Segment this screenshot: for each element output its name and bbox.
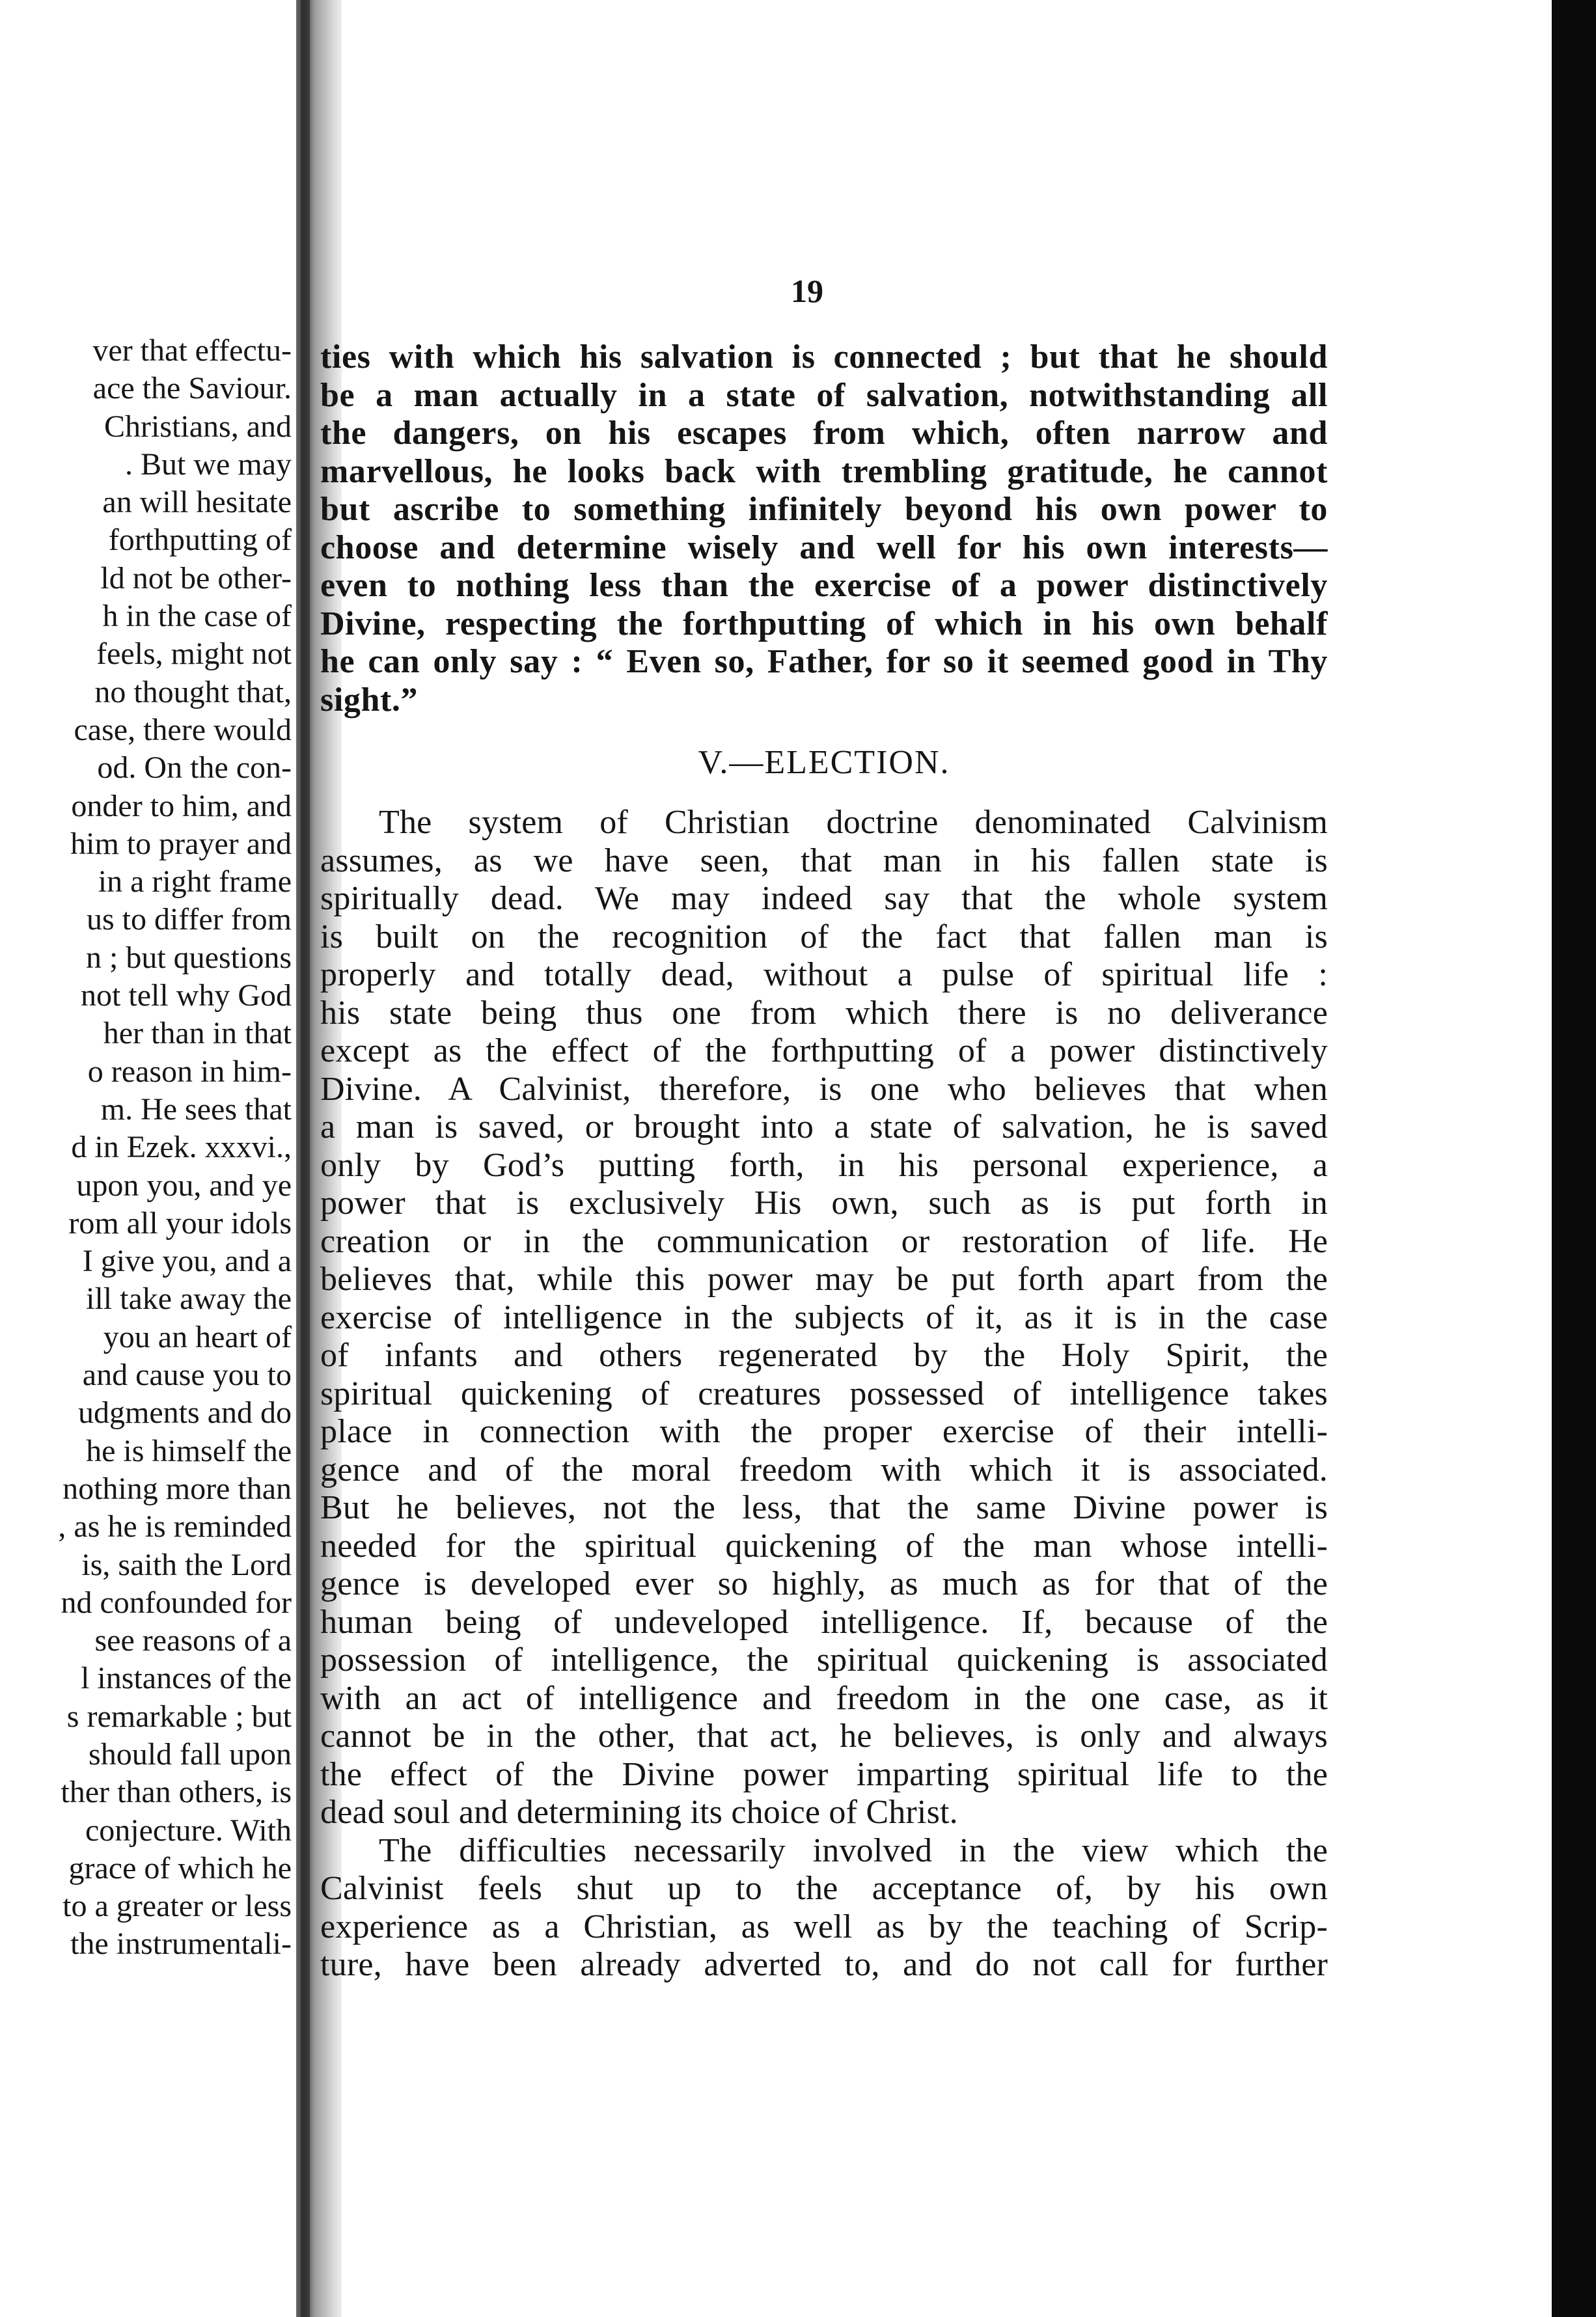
text-line: gence and of the moral freedom with which it is associated. bbox=[320, 1451, 1328, 1488]
text-line: assumes, as we have seen, that man in his fallen state is bbox=[320, 842, 1328, 879]
page-number: 19 bbox=[791, 273, 823, 309]
previous-page-line: upon you, and ye bbox=[76, 1168, 292, 1203]
previous-page-line: conjecture. With bbox=[85, 1813, 292, 1848]
section-heading: V.—ELECTION. bbox=[698, 744, 950, 781]
text-line: the effect of the Divine power imparting spiritual life to the bbox=[320, 1755, 1328, 1793]
text-line: cannot be in the other, that act, he believes, is only and always bbox=[320, 1718, 1328, 1755]
text-line: be a man actually in a state of salvation, notwithstanding all bbox=[320, 376, 1328, 414]
previous-page-line: and cause you to bbox=[82, 1358, 292, 1393]
text-line: the dangers, on his escapes from which, often narrow and bbox=[320, 415, 1328, 452]
previous-page-line: . But we may bbox=[125, 446, 292, 482]
text-line: place in connection with the proper exercise of their intelli- bbox=[320, 1413, 1328, 1450]
page-body bbox=[320, 338, 1328, 1984]
text-line: experience as a Christian, as well as by the teaching of Scrip- bbox=[320, 1908, 1328, 1945]
text-line: spiritual quickening of creatures possessed of intelligence takes bbox=[320, 1375, 1328, 1412]
text-line: ties with which his salvation is connected ; but that he should bbox=[320, 338, 1328, 376]
previous-page-line: not tell why God bbox=[81, 978, 292, 1013]
text-line: Divine. A Calvinist, therefore, is one who believes that when bbox=[320, 1070, 1328, 1108]
text-line: creation or in the communication or restoration of life. He bbox=[320, 1222, 1328, 1260]
text-line: sight.” bbox=[320, 681, 419, 719]
previous-page-line: rom all your idols bbox=[68, 1205, 292, 1241]
previous-page-line: him to prayer and bbox=[70, 826, 292, 861]
text-line: spiritually dead. We may indeed say that the whole system bbox=[320, 880, 1328, 917]
previous-page-line: forthputting of bbox=[108, 523, 292, 558]
text-line: choose and determine wisely and well for his own interests— bbox=[320, 528, 1328, 566]
election-paragraph bbox=[320, 804, 1328, 1832]
previous-page-line: ther than others, is bbox=[61, 1775, 292, 1810]
previous-page-line: us to differ from bbox=[86, 902, 292, 937]
text-line: dead soul and determining its choice of Christ. bbox=[320, 1794, 958, 1831]
text-line: properly and totally dead, without a pulse of spiritual life : bbox=[320, 956, 1328, 993]
text-line: exercise of intelligence in the subjects of it, as it is in the case bbox=[320, 1298, 1328, 1336]
previous-page-line: o reason in him- bbox=[87, 1054, 292, 1089]
text-line: possession of intelligence, the spiritual quickening is associated bbox=[320, 1641, 1328, 1679]
previous-page-line: od. On the con- bbox=[97, 750, 292, 786]
opening-paragraph bbox=[320, 338, 1328, 719]
previous-page-line: feels, might not bbox=[96, 637, 292, 672]
previous-page-line: d in Ezek. xxxvi., bbox=[71, 1130, 292, 1165]
text-line: but ascribe to something infinitely beyond his own power to bbox=[320, 491, 1328, 528]
text-line: is built on the recognition of the fact that fallen man is bbox=[320, 918, 1328, 955]
previous-page-line: to a greater or less bbox=[62, 1889, 292, 1924]
text-line: But he believes, not the less, that the same Divine power is bbox=[320, 1489, 1328, 1526]
previous-page-line: her than in that bbox=[103, 1016, 292, 1051]
previous-page-line: he is himself the bbox=[86, 1433, 292, 1468]
previous-page-fragment bbox=[0, 332, 292, 1972]
previous-page-line: h in the case of bbox=[102, 599, 292, 634]
previous-page-line: you an heart of bbox=[103, 1319, 292, 1354]
previous-page-line: ver that effectu- bbox=[92, 333, 292, 368]
previous-page-line: should fall upon bbox=[89, 1736, 292, 1772]
previous-page-line: m. He sees that bbox=[100, 1091, 292, 1127]
text-line: believes that, while this power may be put forth apart from the bbox=[320, 1261, 1328, 1298]
previous-page-line: Christians, and bbox=[104, 409, 292, 444]
text-line: his state being thus one from which there is no deliverance bbox=[320, 994, 1328, 1032]
text-line: Calvinist feels shut up to the acceptance of, by his own bbox=[320, 1870, 1328, 1907]
text-line: a man is saved, or brought into a state of salvation, he is saved bbox=[320, 1108, 1328, 1145]
text-line: Divine, respecting the forthputting of which in his own behalf bbox=[320, 605, 1328, 642]
previous-page-line: no thought that, bbox=[94, 674, 292, 709]
text-line: power that is exclusively His own, such as is put forth in bbox=[320, 1185, 1328, 1222]
text-line: only by God’s putting forth, in his personal experience, a bbox=[320, 1146, 1328, 1184]
text-line: ture, have been already adverted to, and do not call for further bbox=[320, 1946, 1328, 1983]
previous-page-line: case, there would bbox=[74, 712, 292, 747]
previous-page-line: , as he is reminded bbox=[58, 1509, 292, 1544]
previous-page-line: is, saith the Lord bbox=[81, 1547, 292, 1582]
binding-shadow bbox=[301, 0, 310, 2317]
previous-page-line: the instrumentali- bbox=[70, 1926, 292, 1962]
scan-border bbox=[1552, 0, 1596, 2317]
text-line: he can only say : “ Even so, Father, for so it seemed good in Thy bbox=[320, 643, 1328, 680]
text-line: needed for the spiritual quickening of the man whose intelli- bbox=[320, 1527, 1328, 1565]
previous-page-line: n ; but questions bbox=[85, 940, 292, 975]
previous-page-line: an will hesitate bbox=[102, 485, 292, 520]
previous-page-line: udgments and do bbox=[78, 1395, 292, 1431]
text-line: human being of undeveloped intelligence. If, because of the bbox=[320, 1603, 1328, 1641]
difficulties-paragraph bbox=[320, 1832, 1328, 1984]
previous-page-line: see reasons of a bbox=[94, 1623, 292, 1658]
previous-page-line: s remarkable ; but bbox=[66, 1699, 292, 1734]
text-line: The system of Christian doctrine denominated Calvinism bbox=[379, 804, 1328, 841]
previous-page-line: ace the Saviour. bbox=[92, 371, 292, 406]
previous-page-line: ld not be other- bbox=[100, 560, 292, 596]
previous-page-line: nothing more than bbox=[62, 1471, 292, 1506]
previous-page-line: in a right frame bbox=[98, 864, 292, 899]
previous-page-line: grace of which he bbox=[68, 1850, 292, 1885]
previous-page-line: ill take away the bbox=[86, 1282, 292, 1317]
text-line: of infants and others regenerated by the Holy Spirit, the bbox=[320, 1337, 1328, 1374]
text-line: The difficulties necessarily involved in the view which the bbox=[379, 1831, 1328, 1869]
previous-page-line: nd confounded for bbox=[61, 1585, 292, 1620]
previous-page-line: onder to him, and bbox=[71, 788, 292, 823]
previous-page-line: l instances of the bbox=[81, 1661, 292, 1696]
previous-page-line: I give you, and a bbox=[82, 1244, 292, 1279]
text-line: marvellous, he looks back with trembling gratitude, he cannot bbox=[320, 452, 1328, 490]
text-line: even to nothing less than the exercise of a power distinctively bbox=[320, 567, 1328, 604]
text-line: except as the effect of the forthputting of a power distinctively bbox=[320, 1032, 1328, 1069]
text-line: gence is developed ever so highly, as much as for that of the bbox=[320, 1565, 1328, 1602]
text-line: with an act of intelligence and freedom in the one case, as it bbox=[320, 1679, 1328, 1717]
